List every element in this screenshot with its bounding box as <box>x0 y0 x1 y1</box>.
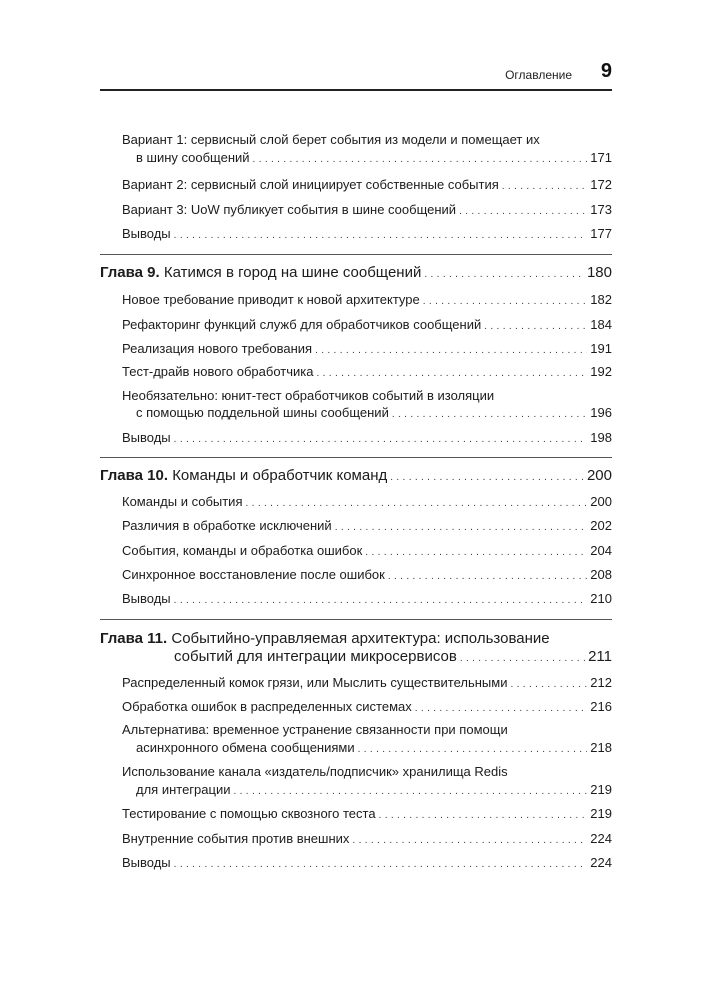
header-page-number: 9 <box>600 60 612 82</box>
toc-entry-page: 182 <box>590 292 612 307</box>
toc-entry-page: 204 <box>590 543 612 558</box>
toc-entry[interactable] <box>136 405 612 421</box>
toc-chapter-11-line1 <box>100 630 550 648</box>
toc-entry[interactable] <box>122 317 612 333</box>
leader-dots <box>459 204 587 220</box>
toc-entry-page: 173 <box>590 202 612 217</box>
toc-entry-page: 200 <box>586 467 612 484</box>
toc-entry-line1: Вариант 1: сервисный слой берет события из модели и помещает их <box>122 132 540 147</box>
leader-dots <box>502 179 588 195</box>
toc-entry-title: Обработка ошибок в распределенных системах <box>122 699 412 714</box>
toc-entry[interactable] <box>122 494 612 510</box>
toc-entry-title: для интеграции <box>136 782 231 797</box>
header-title: Оглавление <box>505 68 572 82</box>
toc-entry[interactable] <box>122 364 612 380</box>
toc-entry-page: 219 <box>590 782 612 797</box>
toc-entry-page: 177 <box>590 226 612 241</box>
leader-dots <box>315 343 587 359</box>
toc-entry[interactable] <box>122 675 612 691</box>
toc-entry-page: 184 <box>590 317 612 332</box>
leader-dots <box>392 407 587 423</box>
chapter-label: Глава 11. <box>100 630 168 647</box>
chapter-title: Команды и обработчик команд <box>172 467 388 484</box>
leader-dots <box>352 833 587 849</box>
toc-entry-page: 171 <box>590 150 612 165</box>
leader-dots <box>358 742 588 758</box>
toc-entry-page: 192 <box>590 364 612 379</box>
toc-entry[interactable] <box>122 699 612 715</box>
toc-entry-title: Выводы <box>122 855 171 870</box>
toc-entry-title: События, команды и обработка ошибок <box>122 543 363 558</box>
leader-dots <box>253 152 588 168</box>
chapter-separator <box>100 619 612 620</box>
toc-entry-page: 202 <box>590 518 612 533</box>
toc-entry[interactable] <box>122 543 612 559</box>
toc-entry-title: Команды и события <box>122 494 243 509</box>
toc-entry-page: 219 <box>590 806 612 821</box>
toc-entry-page: 216 <box>590 699 612 714</box>
toc-entry[interactable] <box>136 150 612 166</box>
toc-entry-page: 191 <box>590 341 612 356</box>
toc-entry[interactable] <box>122 518 612 534</box>
toc-entry-line1: Использование канала «издатель/подписчик» хранилища Redis <box>122 764 508 779</box>
toc-entry-title: Внутренние события против внешних <box>122 831 350 846</box>
leader-dots <box>484 319 587 335</box>
toc-entry-page: 212 <box>590 675 612 690</box>
leader-dots <box>335 520 588 536</box>
toc-entry[interactable] <box>122 806 612 822</box>
leader-dots <box>316 366 587 382</box>
toc-entry[interactable] <box>122 567 612 583</box>
toc-entry-title: Выводы <box>122 226 171 241</box>
toc-entry-page: 210 <box>590 591 612 606</box>
leader-dots <box>510 677 587 693</box>
toc-entry-page: 180 <box>586 264 612 281</box>
toc-entry-title: Вариант 2: сервисный слой инициирует собственные события <box>122 177 499 192</box>
toc-entry-title: Синхронное восстановление после ошибок <box>122 567 385 582</box>
toc-entry-title: асинхронного обмена сообщениями <box>136 740 355 755</box>
leader-dots <box>174 432 588 448</box>
leader-dots <box>174 228 588 244</box>
chapter-title-line1: Событийно-управляемая архитектура: использование <box>171 630 550 647</box>
toc-entry-page: 224 <box>590 831 612 846</box>
toc-entry-page: 218 <box>590 740 612 755</box>
toc-entry[interactable] <box>122 177 612 193</box>
leader-dots <box>423 294 588 310</box>
toc-entry[interactable] <box>122 855 612 871</box>
toc-chapter-10[interactable] <box>100 467 612 485</box>
leader-dots <box>365 545 587 561</box>
toc-entry-title: Различия в обработке исключений <box>122 518 332 533</box>
toc-entry-page: 208 <box>590 567 612 582</box>
toc-entry-page: 198 <box>590 430 612 445</box>
toc-entry-title: Распределенный комок грязи, или Мыслить существительными <box>122 675 508 690</box>
toc-chapter-11[interactable] <box>174 648 612 666</box>
toc-entry-title: Выводы <box>122 591 171 606</box>
leader-dots <box>388 569 587 585</box>
toc-entry-title: с помощью поддельной шины сообщений <box>136 405 389 420</box>
leader-dots <box>174 593 588 609</box>
leader-dots <box>379 808 588 824</box>
leader-dots <box>246 496 588 512</box>
chapter-separator <box>100 457 612 458</box>
toc-chapter-9[interactable] <box>100 264 612 282</box>
toc-entry-page: 200 <box>590 494 612 509</box>
toc-entry-title: в шину сообщений <box>136 150 250 165</box>
leader-dots <box>424 266 584 284</box>
toc-entry[interactable] <box>122 430 612 446</box>
leader-dots <box>233 784 587 800</box>
toc-entry-page: 211 <box>588 648 612 665</box>
toc-entry-title: Тест-драйв нового обработчика <box>122 364 314 379</box>
toc-entry[interactable] <box>122 292 612 308</box>
toc-entry-page: 224 <box>590 855 612 870</box>
toc-entry-page: 196 <box>590 405 612 420</box>
chapter-separator <box>100 254 612 255</box>
toc-entry-title: Тестирование с помощью сквозного теста <box>122 806 376 821</box>
toc-entry-title: Вариант 3: UoW публикует события в шине сообщений <box>122 202 457 217</box>
leader-dots <box>460 650 585 668</box>
toc-entry[interactable] <box>122 226 612 242</box>
chapter-title: Катимся в город на шине сообщений <box>163 264 422 281</box>
toc-entry-line1: Необязательно: юнит-тест обработчиков событий в изоляции <box>122 388 495 403</box>
toc-entry[interactable] <box>136 740 612 756</box>
toc-entry[interactable] <box>122 202 612 218</box>
chapter-title: событий для интеграции микросервисов <box>174 648 457 665</box>
toc-entry[interactable] <box>122 591 612 607</box>
toc-entry[interactable] <box>122 831 612 847</box>
toc-entry-page: 172 <box>590 177 612 192</box>
leader-dots <box>390 469 584 487</box>
toc-entry-title: Новое требование приводит к новой архитектуре <box>122 292 420 307</box>
toc-entry-title: Рефакторинг функций служб для обработчиков сообщений <box>122 317 482 332</box>
toc-entry-line1: Альтернатива: временное устранение связанности при помощи <box>122 722 508 737</box>
toc-entry[interactable] <box>136 782 612 798</box>
toc-entry[interactable] <box>122 341 612 357</box>
leader-dots <box>174 857 588 873</box>
toc-entry-title: Реализация нового требования <box>122 341 313 356</box>
chapter-label: Глава 10. <box>100 467 169 484</box>
chapter-label: Глава 9. <box>100 264 160 281</box>
toc-entry-title: Выводы <box>122 430 171 445</box>
leader-dots <box>415 701 588 717</box>
